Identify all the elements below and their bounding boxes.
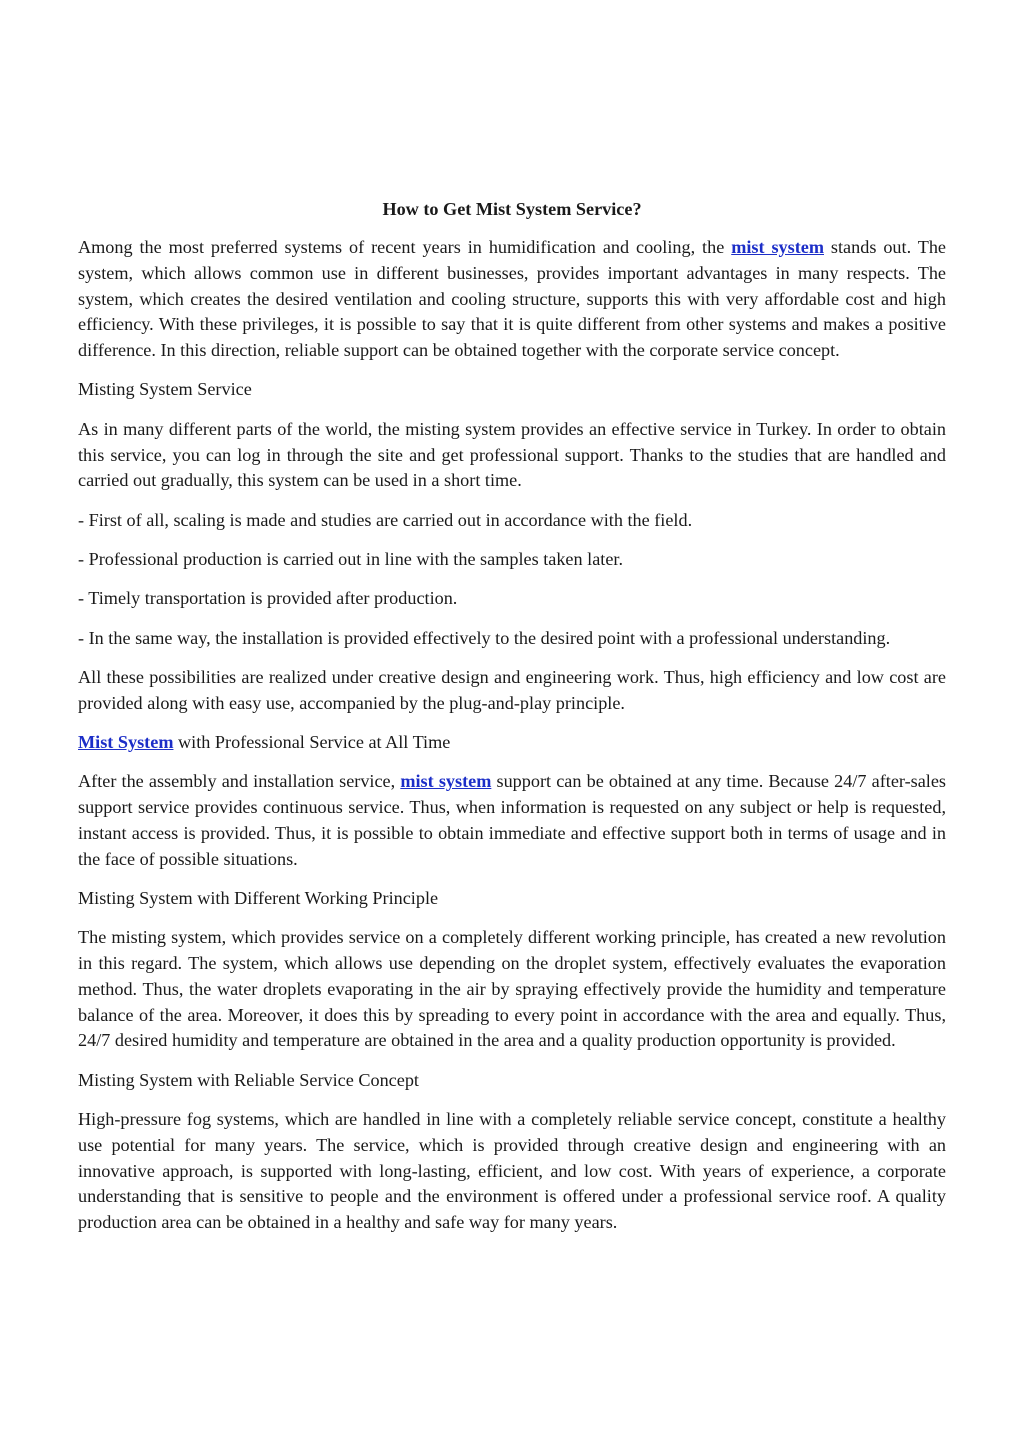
section2-heading: [78, 730, 946, 756]
section2-text-after-link: support can be obtained at any time. Because 24/7 after-sales support service provides continuous service. Thus, when information is requested on any subject or help is requested, instant access is provided. Thus, it is possible to obtain immediate and effective support both in terms of usage and in the face of possible situations.: [78, 771, 947, 869]
intro-text-after-link: stands out. The system, which allows common use in different businesses, provides important advantages in many respects. The system, which creates the desired ventilation and cooling structure, supports this with very affordable cost and high efficiency. With these privileges, it is possible to say that it is quite different from other systems and makes a positive difference. In this direction, reliable support can be obtained together with the corporate service concept.: [78, 237, 946, 361]
section1-bullet-1: - First of all, scaling is made and studies are carried out in accordance with the field.: [78, 509, 693, 530]
section1-closing: All these possibilities are realized under creative design and engineering work. Thus, high efficiency and low cost are provided along with easy use, accompanied by the plug-and-play principle.: [78, 666, 946, 713]
document-title: How to Get Mist System Service?: [382, 199, 642, 219]
intro-paragraph: [78, 235, 946, 364]
intro-text-before-link: Among the most preferred systems of recent years in humidification and cooling, the: [78, 237, 732, 257]
section2-text-before-link: After the assembly and installation service,: [78, 771, 401, 792]
section1-heading: Misting System Service: [78, 379, 252, 400]
section2-body: [78, 769, 946, 872]
section3-body: The misting system, which provides service on a completely different working principle, has created a new revolution in this regard. The system, which allows use depending on the droplet system, effectively evaluates the evaporation method. Thus, the water droplets evaporating in the air by spraying effectively provide the humidity and temperature balance of the area. Moreover, it does this by spreading to every point in accordance with the area and equally. Thus, 24/7 desired humidity and temperature are obtained in the area and a quality production opportunity is provided.: [78, 927, 946, 1051]
mist-system-link-body[interactable]: mist system: [400, 771, 492, 792]
section1-bullet-4: - In the same way, the installation is provided effectively to the desired point with a professional understanding.: [78, 627, 891, 648]
section3-heading: Misting System with Different Working Principle: [78, 887, 439, 908]
section1-bullet-2: - Professional production is carried out in line with the samples taken later.: [78, 548, 623, 569]
section1-bullet-3: - Timely transportation is provided after production.: [78, 588, 458, 609]
section1-body: As in many different parts of the world, the misting system provides an effective service in Turkey. In order to obtain this service, you can log in through the site and get professional support. Thanks to the studies that are handled and carried out gradually, this system can be used in a short time.: [78, 418, 946, 491]
section4-heading: Misting System with Reliable Service Concept: [78, 1069, 419, 1090]
mist-system-link-heading[interactable]: Mist System: [78, 731, 174, 752]
document-page: [78, 196, 946, 1250]
section2-heading-rest: with Professional Service at All Time: [173, 731, 451, 752]
mist-system-link-intro[interactable]: mist system: [731, 237, 824, 257]
section4-body: High-pressure fog systems, which are handled in line with a completely reliable service concept, constitute a healthy use potential for many years. The service, which is provided through creative design and engineering with an innovative approach, is supported with long-lasting, efficient, and low cost. With years of experience, a corporate understanding that is sensitive to people and the environment is offered under a professional service roof. A quality production area can be obtained in a healthy and safe way for many years.: [78, 1109, 946, 1233]
